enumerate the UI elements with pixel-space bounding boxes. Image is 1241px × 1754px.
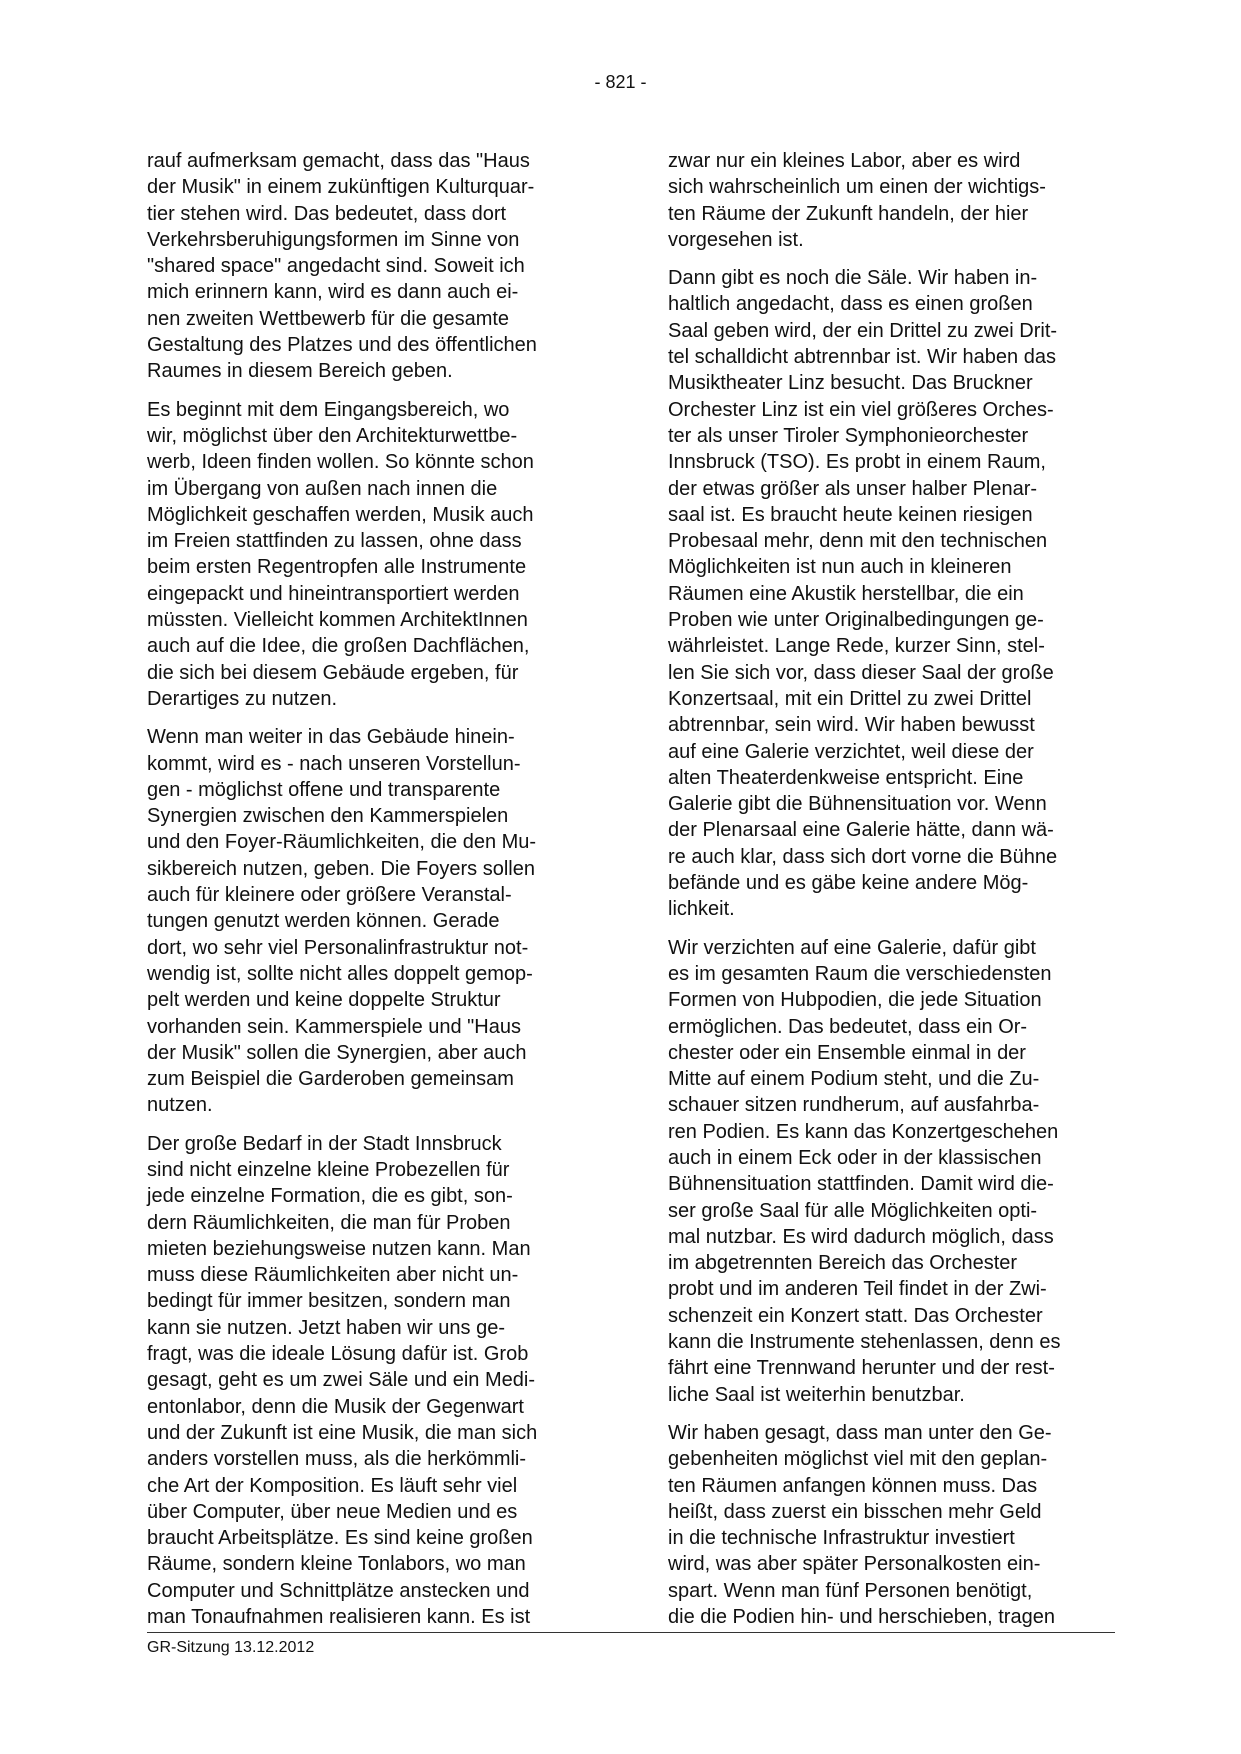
text-paragraph — [668, 935, 1118, 1408]
text-line: mal nutzbar. Es wird dadurch möglich, dass — [668, 1225, 1054, 1248]
text-line: Derartiges zu nutzen. — [147, 687, 338, 710]
text-line: Galerie gibt die Bühnensituation vor. Wenn — [668, 793, 1047, 816]
text-line: ten Räume der Zukunft handeln, der hier — [668, 202, 1029, 225]
text-line: im abgetrennten Bereich das Orchester — [668, 1252, 1018, 1275]
text-line: zwar nur ein kleines Labor, aber es wird — [668, 150, 1021, 172]
text-line: bedingt für immer besitzen, sondern man — [147, 1290, 511, 1313]
text-line: fährt eine Trennwand herunter und der rest- — [668, 1357, 1055, 1380]
text-line: anders vorstellen muss, als die herkömmli- — [147, 1448, 527, 1471]
text-line: der etwas größer als unser halber Plenar- — [668, 477, 1038, 500]
text-paragraph — [147, 397, 597, 713]
text-line: tier stehen wird. Das bedeutet, dass dort — [147, 202, 507, 225]
text-line: man Tonaufnahmen realisieren kann. Es ist — [147, 1606, 531, 1629]
text-paragraph — [147, 148, 597, 385]
text-line: Wenn man weiter in das Gebäude hinein- — [147, 726, 515, 749]
text-line: wendig ist, sollte nicht alles doppelt gemop- — [147, 962, 533, 985]
text-line: Wir haben gesagt, dass man unter den Ge- — [668, 1421, 1052, 1444]
right-text-column — [668, 148, 1118, 1642]
text-line: dort, wo sehr viel Personalinfrastruktur not- — [147, 936, 529, 959]
text-line: befände und es gäbe keine andere Mög- — [668, 872, 1029, 895]
text-line: ren Podien. Es kann das Konzertgeschehen — [668, 1120, 1059, 1143]
text-line: im Übergang von außen nach innen die — [147, 477, 498, 500]
footer-divider — [147, 1632, 1115, 1633]
text-line: Möglichkeit geschaffen werden, Musik auch — [147, 503, 534, 526]
text-line: Konzertsaal, mit ein Drittel zu zwei Drittel — [668, 687, 1032, 710]
text-line: über Computer, über neue Medien und es — [147, 1500, 518, 1523]
text-line: Der große Bedarf in der Stadt Innsbruck — [147, 1132, 502, 1155]
text-line: ten Räumen anfangen können muss. Das — [668, 1474, 1038, 1497]
text-line: tel schalldicht abtrennbar ist. Wir haben das — [668, 346, 1056, 369]
text-paragraph — [668, 265, 1118, 922]
text-line: Computer und Schnittplätze anstecken und — [147, 1579, 530, 1602]
text-line: Formen von Hubpodien, die jede Situation — [668, 989, 1042, 1012]
text-line: Mitte auf einem Podium steht, und die Zu- — [668, 1068, 1040, 1091]
text-line: Innsbruck (TSO). Es probt in einem Raum, — [668, 451, 1046, 474]
text-line: der Musik" in einem zukünftigen Kulturquar- — [147, 176, 535, 199]
text-paragraph — [147, 1131, 597, 1631]
text-line: pelt werden und keine doppelte Struktur — [147, 989, 501, 1012]
page-number: - 821 - — [594, 72, 647, 92]
text-line: Raumes in diesem Bereich geben. — [147, 360, 453, 383]
text-line: schauer sitzen rundherum, auf ausfahrba- — [668, 1094, 1040, 1117]
text-line: der Musik" sollen die Synergien, aber auch — [147, 1041, 527, 1064]
text-line: nutzen. — [147, 1094, 213, 1117]
text-line: haltlich angedacht, dass es einen großen — [668, 293, 1033, 316]
text-paragraph — [668, 148, 1118, 253]
text-line: wir, möglichst über den Architekturwettbe- — [147, 424, 518, 447]
text-line: tungen genutzt werden können. Gerade — [147, 910, 500, 933]
text-line: mich erinnern kann, wird es dann auch ei- — [147, 281, 519, 304]
text-line: Musiktheater Linz besucht. Das Bruckner — [668, 372, 1033, 395]
text-line: braucht Arbeitsplätze. Es sind keine großen — [147, 1527, 533, 1550]
text-line: abtrennbar, sein wird. Wir haben bewusst — [668, 714, 1035, 737]
text-line: währleistet. Lange Rede, kurzer Sinn, stel- — [668, 635, 1045, 658]
text-line: Proben wie unter Originalbedingungen ge- — [668, 609, 1044, 632]
text-line: probt und im anderen Teil findet in der Zwi- — [668, 1278, 1047, 1301]
text-line: auch in einem Eck oder in der klassischen — [668, 1146, 1042, 1169]
text-line: len Sie sich vor, dass dieser Saal der große — [668, 661, 1054, 684]
text-line: ter als unser Tiroler Symphonieorchester — [668, 424, 1029, 447]
text-line: Wir verzichten auf eine Galerie, dafür gibt — [668, 936, 1036, 959]
text-line: jede einzelne Formation, die es gibt, son- — [147, 1185, 513, 1208]
text-line: im Freien stattfinden zu lassen, ohne dass — [147, 530, 522, 553]
text-line: und den Foyer-Räumlichkeiten, die den Mu- — [147, 831, 537, 854]
text-line: Probesaal mehr, denn mit den technischen — [668, 530, 1048, 553]
text-line: spart. Wenn man fünf Personen benötigt, — [668, 1579, 1033, 1602]
text-line: die sich bei diesem Gebäude ergeben, für — [147, 661, 519, 684]
text-line: mieten beziehungsweise nutzen kann. Man — [147, 1237, 531, 1260]
text-line: sikbereich nutzen, geben. Die Foyers sollen — [147, 857, 535, 880]
text-line: werb, Ideen finden wollen. So könnte schon — [147, 451, 534, 474]
text-line: Dann gibt es noch die Säle. Wir haben in- — [668, 267, 1038, 290]
text-line: Verkehrsberuhigungsformen im Sinne von — [147, 228, 520, 251]
text-line: Gestaltung des Platzes und des öffentlichen — [147, 334, 537, 357]
text-line: ser große Saal für alle Möglichkeiten opti- — [668, 1199, 1038, 1222]
text-line: vorhanden sein. Kammerspiele und "Haus — [147, 1015, 521, 1038]
text-line: der Plenarsaal eine Galerie hätte, dann wä- — [668, 819, 1054, 842]
text-line: vorgesehen ist. — [668, 228, 804, 251]
text-line: gen - möglichst offene und transparente — [147, 778, 501, 801]
text-line: beim ersten Regentropfen alle Instrumente — [147, 556, 527, 579]
left-text-column — [147, 148, 597, 1642]
text-line: Orchester Linz ist ein viel größeres Orches- — [668, 398, 1054, 421]
text-line: die die Podien hin- und herschieben, tragen — [668, 1606, 1055, 1629]
text-line: chester oder ein Ensemble einmal in der — [668, 1041, 1026, 1064]
text-line: muss diese Räumlichkeiten aber nicht un- — [147, 1264, 519, 1287]
text-line: kann sie nutzen. Jetzt haben wir uns ge- — [147, 1316, 505, 1339]
text-line: Es beginnt mit dem Eingangsbereich, wo — [147, 398, 510, 421]
text-paragraph — [147, 724, 597, 1118]
text-line: Bühnensituation stattfinden. Damit wird die- — [668, 1173, 1054, 1196]
footer-session-date: GR-Sitzung 13.12.2012 — [147, 1639, 315, 1656]
text-line: kann die Instrumente stehenlassen, denn es — [668, 1331, 1061, 1354]
text-line: Synergien zwischen den Kammerspielen — [147, 805, 509, 828]
text-line: auf eine Galerie verzichtet, weil diese der — [668, 740, 1034, 763]
text-line: gesagt, geht es um zwei Säle und ein Medi- — [147, 1369, 535, 1392]
text-line: nen zweiten Wettbewerb für die gesamte — [147, 307, 510, 330]
text-line: Räumen eine Akustik herstellbar, die ein — [668, 582, 1024, 605]
text-line: saal ist. Es braucht heute keinen riesigen — [668, 503, 1033, 526]
text-line: liche Saal ist weiterhin benutzbar. — [668, 1383, 965, 1406]
text-line: alten Theaterdenkweise entspricht. Eine — [668, 766, 1024, 789]
text-line: fragt, was die ideale Lösung dafür ist. Grob — [147, 1343, 529, 1366]
text-line: eingepackt und hineintransportiert werden — [147, 582, 520, 605]
text-line: che Art der Komposition. Es läuft sehr viel — [147, 1474, 518, 1497]
text-line: sich wahrscheinlich um einen der wichtigs- — [668, 176, 1046, 199]
text-line: gebenheiten möglichst viel mit den geplan- — [668, 1448, 1048, 1471]
text-line: kommt, wird es - nach unseren Vorstellun- — [147, 752, 521, 775]
text-line: auch für kleinere oder größere Veranstal- — [147, 884, 512, 907]
text-line: müssten. Vielleicht kommen ArchitektInnen — [147, 609, 528, 632]
text-line: sind nicht einzelne kleine Probezellen für — [147, 1158, 510, 1181]
text-line: zum Beispiel die Garderoben gemeinsam — [147, 1068, 514, 1091]
text-line: Räume, sondern kleine Tonlabors, wo man — [147, 1553, 526, 1576]
text-line: Möglichkeiten ist nun auch in kleineren — [668, 556, 1012, 579]
text-line: es im gesamten Raum die verschiedensten — [668, 962, 1052, 985]
text-line: re auch klar, dass sich dort vorne die Bühne — [668, 845, 1058, 868]
text-line: und der Zukunft ist eine Musik, die man sich — [147, 1421, 538, 1444]
text-line: ermöglichen. Das bedeutet, dass ein Or- — [668, 1015, 1028, 1038]
text-line: auch auf die Idee, die großen Dachflächen, — [147, 635, 530, 658]
text-line: in die technische Infrastruktur investiert — [668, 1527, 1015, 1550]
text-line: rauf aufmerksam gemacht, dass das "Haus — [147, 150, 530, 172]
text-line: Saal geben wird, der ein Drittel zu zwei Drit- — [668, 319, 1058, 342]
text-line: heißt, dass zuerst ein bisschen mehr Geld — [668, 1500, 1042, 1523]
text-line: wird, was aber später Personalkosten ein- — [668, 1553, 1041, 1576]
text-line: dern Räumlichkeiten, die man für Proben — [147, 1211, 511, 1234]
text-paragraph — [668, 1420, 1118, 1630]
text-line: "shared space" angedacht sind. Soweit ich — [147, 255, 525, 278]
text-line: entonlabor, denn die Musik der Gegenwart — [147, 1395, 524, 1418]
text-line: lichkeit. — [668, 898, 735, 921]
text-line: schenzeit ein Konzert statt. Das Orchester — [668, 1304, 1043, 1327]
